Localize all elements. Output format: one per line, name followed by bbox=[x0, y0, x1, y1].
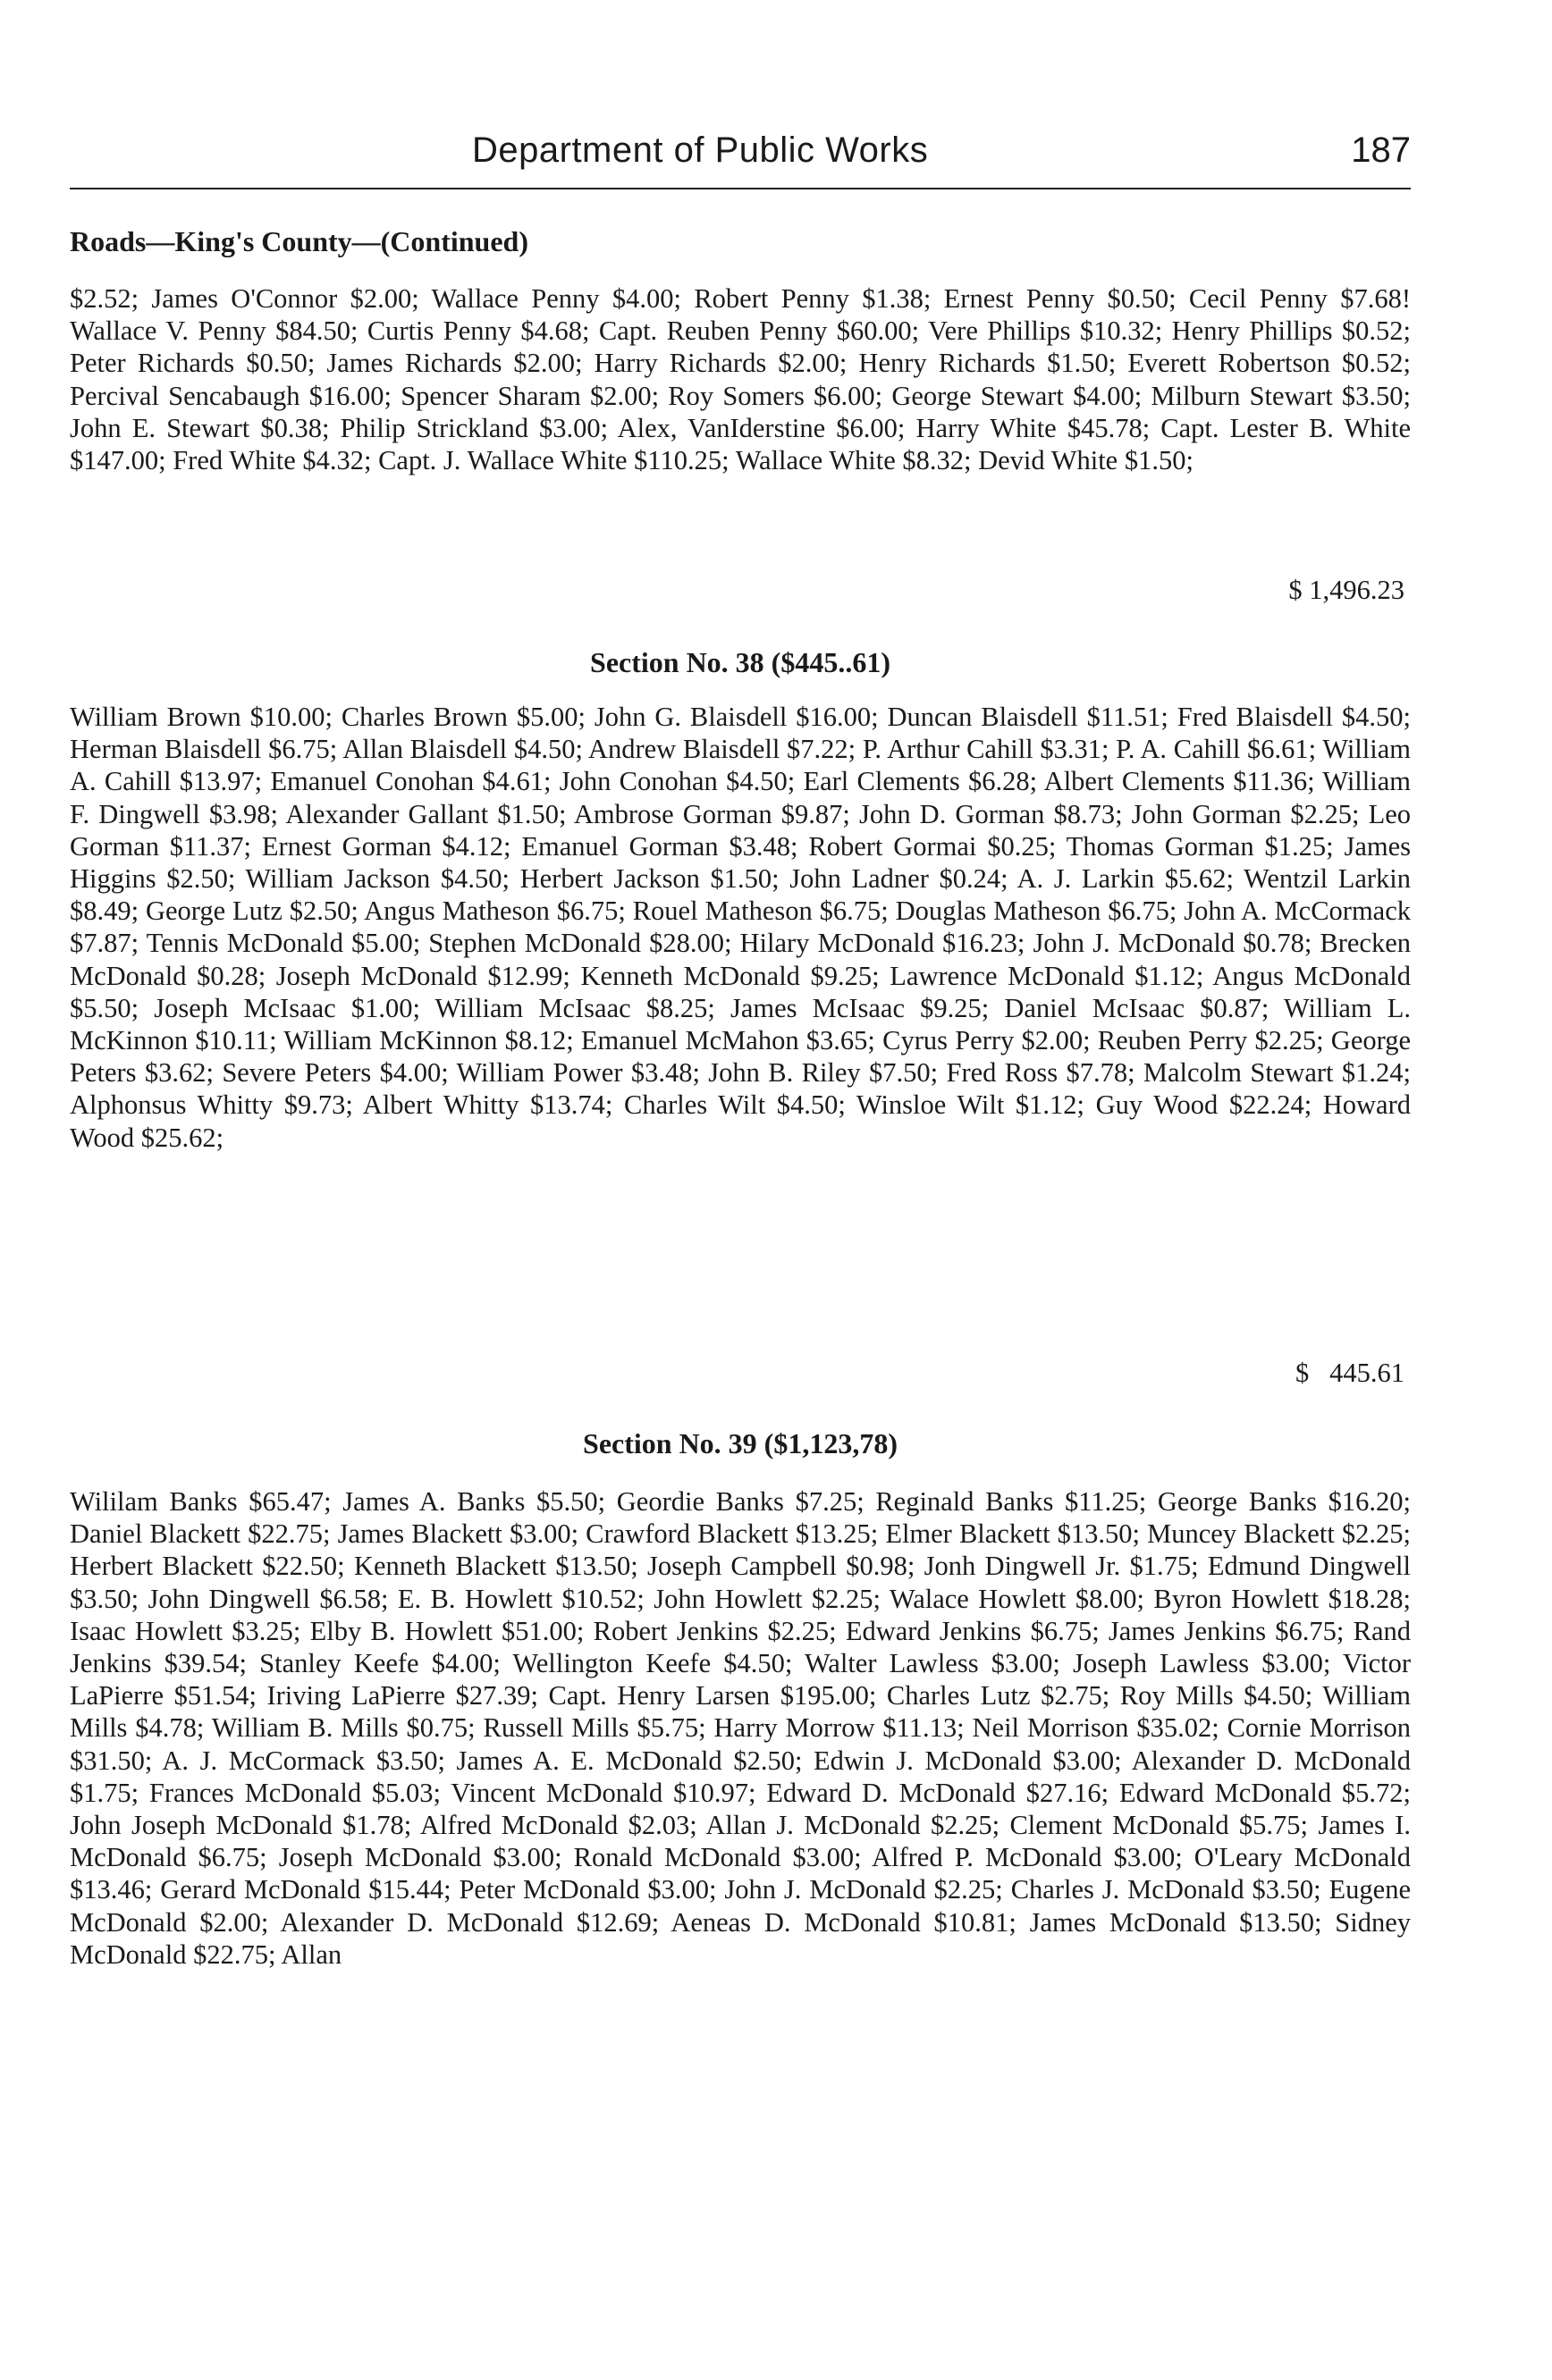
payment-list-continued bbox=[70, 282, 1411, 476]
section-heading: Section No. 39 ($1,123,78) bbox=[583, 1427, 898, 1459]
payment-list-text: $2.52; James O'Connor $2.00; Wallace Penny $4.00; Robert Penny $1.38; Ernest Penny $0.50; Cecil Penny $7.68! Wallace V. Penny $84.50; Curtis Penny $4.68; Capt. Reuben Penny $60.00; Vere Phillips $10.32; Henry Phillips $0.52; Peter Richards $0.50; James Richards $2.00; Harry Richards $2.00; Henry Richards $1.50; Everett Robertson $0.52; Percival Sencabaugh $16.00; Spencer Sharam $2.00; Roy Somers $6.00; George Stewart $4.00; Milburn Stewart $3.50; John E. Stewart $0.38; Philip Strickland $3.00; Alex, VanIderstine $6.00; Harry White $45.78; Capt. Lester B. White $147.00; Fred White $4.32; Capt. J. Wallace White $110.25; Wallace White $8.32; Devid White $1.50; bbox=[70, 283, 1411, 476]
payment-list-text: Wililam Banks $65.47; James A. Banks $5.50; Geordie Banks $7.25; Reginald Banks $11.25; George Banks $16.20; Daniel Blackett $22.75; James Blackett $3.00; Crawford Blackett $13.25; Elmer Blackett $13.50; Muncey Blackett $2.25; Herbert Blackett $22.50; Kenneth Blackett $13.50; Joseph Campbell $0.98; Jonh Dingwell Jr. $1.75; Edmund Dingwell $3.50; John Dingwell $6.58; E. B. Howlett $10.52; John Howlett $2.25; Walace Howlett $8.00; Byron Howlett $18.28; Isaac Howlett $3.25; Elby B. Howlett $51.00; Robert Jenkins $2.25; Edward Jenkins $6.75; James Jenkins $6.75; Rand Jenkins $39.54; Stanley Keefe $4.00; Wellington Keefe $4.50; Walter Lawless $3.00; Joseph Lawless $3.00; Victor LaPierre $51.54; Iriving LaPierre $27.39; Capt. Henry Larsen $195.00; Charles Lutz $2.75; Roy Mills $4.50; William Mills $4.78; William B. Mills $0.75; Russell Mills $5.75; Harry Morrow $11.13; Neil Morrison $35.02; Cornie Morrison $31.50; A. J. McCormack $3.50; James A. E. McDonald $2.50; Edwin J. McDonald $3.00; Alexander D. McDonald $1.75; Frances McDonald $5.03; Vincent McDonald $10.97; Edward D. McDonald $27.16; Edward McDonald $5.72; John Joseph McDonald $1.78; Alfred McDonald $2.03; Allan J. McDonald $2.25; Clement McDonald $5.75; James I. McDonald $6.75; Joseph McDonald $3.00; Ronald McDonald $3.00; Alfred P. McDonald $3.00; O'Leary McDonald $13.46; Gerard McDonald $15.44; Peter McDonald $3.00; John J. McDonald $2.25; Charles J. McDonald $3.50; Eugene McDonald $2.00; Alexander D. McDonald $12.69; Aeneas D. McDonald $10.81; James McDonald $13.50; Sidney McDonald $22.75; Allan bbox=[70, 1486, 1411, 1970]
payment-list-section-38 bbox=[70, 701, 1411, 1154]
payment-list-section-39 bbox=[70, 1485, 1411, 2236]
block-total: $ 1,496.23 bbox=[1288, 575, 1404, 605]
section-heading: Section No. 38 ($445..61) bbox=[590, 646, 890, 678]
page-title: Department of Public Works bbox=[472, 130, 929, 170]
running-head: Roads—King's County—(Continued) bbox=[70, 225, 528, 257]
page-number: 187 bbox=[1351, 130, 1411, 170]
page-header bbox=[70, 125, 1411, 189]
payment-list-text: William Brown $10.00; Charles Brown $5.00; John G. Blaisdell $16.00; Duncan Blaisdell $11.51; Fred Blaisdell $4.50; Herman Blaisdell $6.75; Allan Blaisdell $4.50; Andrew Blaisdell $7.22; P. Arthur Cahill $3.31; P. A. Cahill $6.61; William A. Cahill $13.97; Emanuel Conohan $4.61; John Conohan $4.50; Earl Clements $6.28; Albert Clements $11.36; William F. Dingwell $3.98; Alexander Gallant $1.50; Ambrose Gorman $9.87; John D. Gorman $8.73; John Gorman $2.25; Leo Gorman $11.37; Ernest Gorman $4.12; Emanuel Gorman $3.48; Robert Gormai $0.25; Thomas Gorman $1.25; James Higgins $2.50; William Jackson $4.50; Herbert Jackson $1.50; John Ladner $0.24; A. J. Larkin $5.62; Wentzil Larkin $8.49; George Lutz $2.50; Angus Matheson $6.75; Rouel Matheson $6.75; Douglas Matheson $6.75; John A. McCormack $7.87; Tennis McDonald $5.00; Stephen McDonald $28.00; Hilary McDonald $16.23; John J. McDonald $0.78; Brecken McDonald $0.28; Joseph McDonald $12.99; Kenneth McDonald $9.25; Lawrence McDonald $1.12; Angus McDonald $5.50; Joseph McIsaac $1.00; William McIsaac $8.25; James McIsaac $9.25; Daniel McIsaac $0.87; William L. McKinnon $10.11; William McKinnon $8.12; Emanuel McMahon $3.65; Cyrus Perry $2.00; Reuben Perry $2.25; George Peters $3.62; Severe Peters $4.00; William Power $3.48; John B. Riley $7.50; Fred Ross $7.78; Malcolm Stewart $1.24; Alphonsus Whitty $9.73; Albert Whitty $13.74; Charles Wilt $4.50; Winsloe Wilt $1.12; Guy Wood $22.24; Howard Wood $25.62; bbox=[70, 702, 1411, 1153]
section-total: $ 445.61 bbox=[1295, 1358, 1404, 1388]
